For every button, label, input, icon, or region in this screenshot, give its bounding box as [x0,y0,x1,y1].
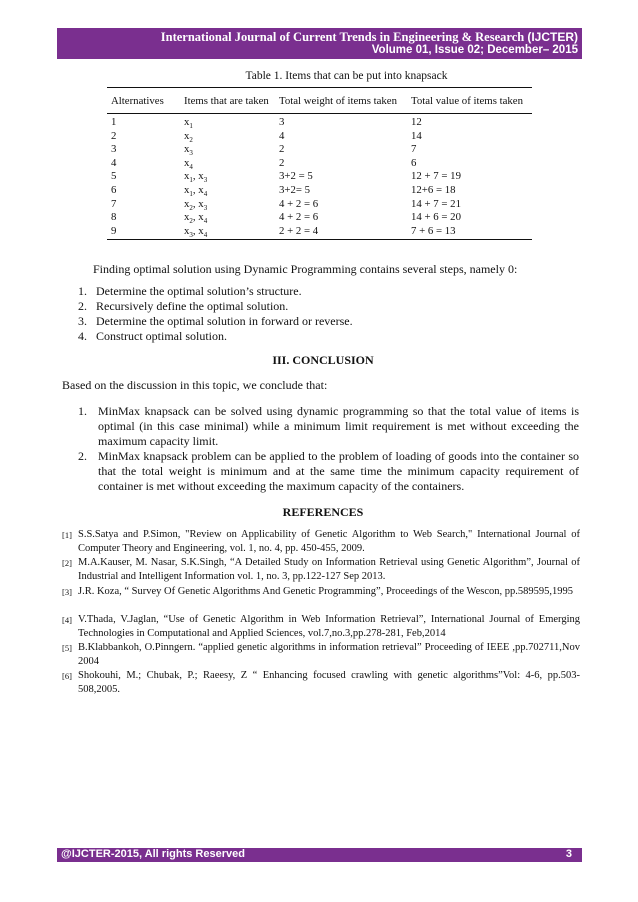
reference-text: J.R. Koza, “ Survey Of Genetic Algorithms And Genetic Programming”, Proceedings of the Wescon, pp.589595,1995 [78,586,573,597]
step-text: Construct optimal solution. [96,329,227,343]
reference-number: [5] [62,643,72,653]
table-cell: 2 [279,143,285,156]
table-cell: 5 [111,170,117,183]
table-cell: 14 + 7 = 21 [411,197,461,210]
table-cell: 2 [111,129,117,142]
reference-text: B.Klabbankoh, O.Pinngern. “applied genetic algorithms in information retrieval” Proceeding of IEEE ,pp.702711,Nov 2004 [78,642,580,667]
table-cell: 2 + 2 = 4 [279,224,319,237]
table-cell: $x_3$, $x_4$ [184,224,208,239]
table-cell: 4 + 2 = 6 [279,211,319,224]
table-cell: 4 [279,129,285,142]
table-cell: $x_1$, $x_3$ [184,170,208,185]
table-cell: $x_3$ [184,143,193,158]
table-cell: 14 [411,129,422,142]
table-cell: 8 [111,211,117,224]
step-text: Determine the optimal solution in forward or reverse. [96,314,353,328]
table-cell: 12 + 7 = 19 [411,170,461,183]
step-text: Recursively define the optimal solution. [96,299,289,313]
table-cell: 14 + 6 = 20 [411,211,461,224]
page-number: 3 [565,848,572,860]
step-number: 4. [78,329,87,343]
table-cell: 3 [279,116,285,128]
table-cell: $x_2$, $x_4$ [184,211,208,226]
conclusion-lead: Based on the discussion in this topic, we conclude that: [62,378,328,392]
conclusion-text: MinMax knapsack problem can be applied to the problem of loading of goods into the container so that the total weight is minimum and at the same time the minimum capacity requirement of container is met without exceeding the maximum capacity of the containers. [98,449,579,493]
reference-number: [3] [62,587,72,597]
table-header-cell: Alternatives [111,95,164,107]
journal-tag: (IJCTER) [527,30,578,44]
intro-paragraph: Finding optimal solution using Dynamic Programming contains several steps, namely 0: [93,262,518,276]
reference-text: V.Thada, V.Jaglan, “Use of Genetic Algorithm in Web Information Retrieval”, International Journal of Emerging Technologies in Computational and Applied Sciences, vol.7,no.3,pp.278-281, Feb,2014 [78,614,580,639]
table-cell: $x_2$, $x_3$ [184,197,208,212]
step-number: 2. [78,299,87,313]
footer-copyright: @IJCTER-2015, All rights Reserved [61,848,245,860]
conclusion-number: 1. [78,404,87,418]
conclusion-number: 2. [78,449,87,463]
reference-number: [4] [62,615,72,625]
reference-number: [1] [62,530,72,540]
table-header-cell: Total weight of items taken [279,95,397,107]
table-cell: $x_1$ [184,116,193,131]
table-cell: 6 [411,156,417,169]
journal-header-band [57,28,582,59]
table-header-cell: Items that are taken [184,95,269,107]
table-header-rule [107,113,532,114]
table-top-rule [107,87,532,88]
reference-text: Shokouhi, M.; Chubak, P.; Raeesy, Z “ Enhancing focused crawling with genetic algorithms”Vol: 4-6, pp.503-508,2005. [78,670,580,695]
table-cell: 4 + 2 = 6 [279,197,319,210]
table-cell: 12 [411,116,422,128]
conclusion-text: MinMax knapsack can be solved using dynamic programming so that the total value of items is optimal (in this case minimal) while a minimum limit requirement is met without exceeding the maximum capacity limit. [98,404,579,448]
section-heading-references: REFERENCES [282,505,364,519]
reference-text: S.S.Satya and P.Simon, "Review on Applicability of Genetic Algorithm to Web Search," International Journal of Computer Theory and Engineering, vol. 1, no. 4, pp. 450-455, 2009. [78,529,580,554]
table-bottom-rule [107,239,532,240]
reference-text: M.A.Kauser, M. Nasar, S.K.Singh, “A Detailed Study on Information Retrieval using Genetic Algorithm”, Journal of Industrial and Intelligent Information vol. 1, no. 3, pp.122-127 Sep 2013. [78,557,580,582]
step-number: 1. [78,284,87,298]
step-number: 3. [78,314,87,328]
table-cell: 7 [111,197,117,210]
table-cell: 7 [411,143,417,156]
table-cell: 3+2= 5 [279,184,311,196]
table-cell: $x_4$ [184,156,193,171]
issue-line: Volume 01, Issue 02; December– 2015 [371,44,578,56]
footer-band [57,848,582,862]
table-cell: 3 [111,143,117,156]
table-cell: 7 + 6 = 13 [411,224,456,237]
table-cell: 3+2 = 5 [279,170,313,183]
table-cell: 9 [111,224,117,237]
table-cell: $x_1$, $x_4$ [184,184,208,199]
step-text: Determine the optimal solution’s structure. [96,284,302,298]
reference-number: [6] [62,671,72,681]
table-cell: 6 [111,184,117,196]
journal-title: International Journal of Current Trends in Engineering & Research (IJCTER) [160,30,578,44]
table-cell: 4 [111,156,117,169]
reference-number: [2] [62,558,72,568]
table-cell: 12+6 = 18 [411,184,456,196]
table-caption: Table 1. Items that can be put into knapsack [245,70,448,82]
table-cell: $x_2$ [184,129,193,144]
table-header-cell: Total value of items taken [411,95,523,107]
table-cell: 2 [279,156,285,169]
section-heading-conclusion: III. CONCLUSION [272,353,374,367]
table-cell: 1 [111,116,117,128]
